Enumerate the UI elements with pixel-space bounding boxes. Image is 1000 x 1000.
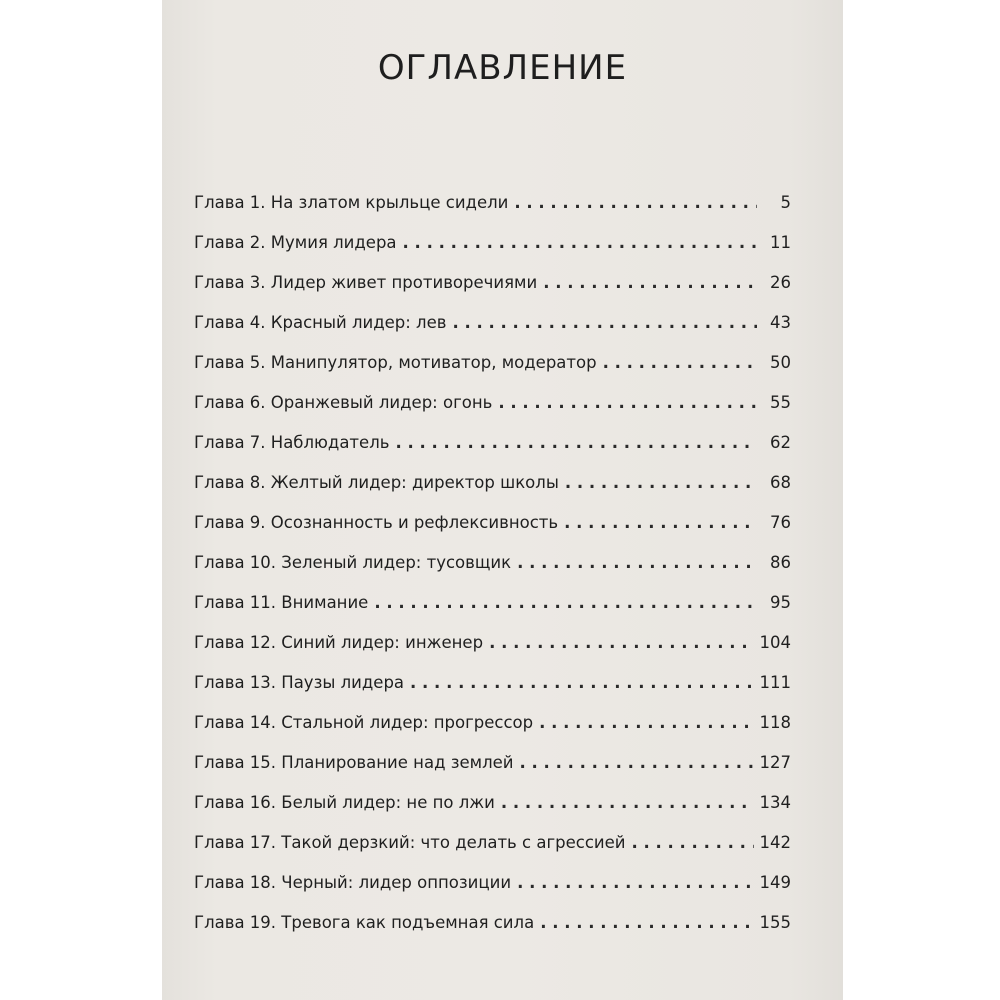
dot-leader bbox=[540, 913, 753, 932]
toc-entry bbox=[194, 313, 791, 353]
toc-entry-page: 111 bbox=[759, 673, 791, 692]
toc-entry bbox=[194, 793, 791, 833]
dot-leader bbox=[520, 753, 754, 772]
toc-entry bbox=[194, 513, 791, 553]
toc-entry bbox=[194, 673, 791, 713]
toc-entry-title: Глава 6. Оранжевый лидер: огонь bbox=[194, 393, 493, 412]
toc-entry-page: 104 bbox=[759, 633, 791, 652]
toc-entry-title: Глава 12. Синий лидер: инженер bbox=[194, 633, 484, 652]
toc-entry-page: 155 bbox=[759, 913, 791, 932]
toc-entry-page: 43 bbox=[770, 313, 791, 332]
toc-entry bbox=[194, 833, 791, 873]
toc-entry-page: 149 bbox=[759, 873, 791, 892]
dot-leader bbox=[543, 273, 757, 292]
dot-leader bbox=[564, 513, 757, 532]
dot-leader bbox=[517, 873, 753, 892]
toc-entry-title: Глава 18. Черный: лидер оппозиции bbox=[194, 873, 512, 892]
toc-entry bbox=[194, 873, 791, 913]
page-title: ОГЛАВЛЕНИЕ bbox=[377, 48, 628, 88]
dot-leader bbox=[501, 793, 754, 812]
toc-entry-page: 5 bbox=[780, 193, 791, 212]
toc-entry-title: Глава 14. Стальной лидер: прогрессор bbox=[194, 713, 534, 732]
dot-leader bbox=[632, 833, 754, 852]
toc-entry bbox=[194, 353, 791, 393]
toc-entry bbox=[194, 433, 791, 473]
table-of-contents bbox=[194, 193, 791, 953]
toc-entry-page: 118 bbox=[759, 713, 791, 732]
toc-entry-page: 142 bbox=[759, 833, 791, 852]
dot-leader bbox=[374, 593, 757, 612]
dot-leader bbox=[410, 673, 753, 692]
toc-entry-page: 86 bbox=[770, 553, 791, 572]
toc-entry-page: 55 bbox=[770, 393, 791, 412]
toc-entry-page: 68 bbox=[770, 473, 791, 492]
toc-entry-page: 134 bbox=[759, 793, 791, 812]
toc-entry-title: Глава 8. Желтый лидер: директор школы bbox=[194, 473, 559, 492]
toc-entry-page: 95 bbox=[770, 593, 791, 612]
dot-leader bbox=[498, 393, 757, 412]
dot-leader bbox=[565, 473, 757, 492]
dot-leader bbox=[489, 633, 753, 652]
toc-entry bbox=[194, 593, 791, 633]
toc-entry bbox=[194, 193, 791, 233]
dot-leader bbox=[603, 353, 757, 372]
toc-entry-title: Глава 16. Белый лидер: не по лжи bbox=[194, 793, 495, 812]
toc-entry-title: Глава 17. Такой дерзкий: что делать с агрессией bbox=[194, 833, 626, 852]
toc-entry-title: Глава 4. Красный лидер: лев bbox=[194, 313, 447, 332]
toc-entry bbox=[194, 553, 791, 593]
toc-entry-title: Глава 7. Наблюдатель bbox=[194, 433, 390, 452]
toc-entry-title: Глава 9. Осознанность и рефлексивность bbox=[194, 513, 559, 532]
toc-entry bbox=[194, 473, 791, 513]
toc-entry bbox=[194, 713, 791, 753]
toc-entry-page: 76 bbox=[770, 513, 791, 532]
toc-entry-page: 50 bbox=[770, 353, 791, 372]
toc-entry-title: Глава 10. Зеленый лидер: тусовщик bbox=[194, 553, 512, 572]
dot-leader bbox=[514, 193, 757, 212]
dot-leader bbox=[403, 233, 757, 252]
dot-leader bbox=[539, 713, 753, 732]
toc-entry-title: Глава 13. Паузы лидера bbox=[194, 673, 405, 692]
dot-leader bbox=[452, 313, 757, 332]
book-page bbox=[162, 0, 843, 1000]
dot-leader bbox=[517, 553, 757, 572]
toc-entry-page: 11 bbox=[770, 233, 791, 252]
toc-entry bbox=[194, 633, 791, 673]
toc-entry bbox=[194, 393, 791, 433]
toc-entry-title: Глава 5. Манипулятор, мотиватор, модератор bbox=[194, 353, 597, 372]
toc-entry-page: 62 bbox=[770, 433, 791, 452]
toc-entry bbox=[194, 753, 791, 793]
toc-entry bbox=[194, 913, 791, 953]
toc-entry bbox=[194, 233, 791, 273]
toc-entry-page: 127 bbox=[759, 753, 791, 772]
toc-entry-title: Глава 3. Лидер живет противоречиями bbox=[194, 273, 538, 292]
toc-entry-title: Глава 19. Тревога как подъемная сила bbox=[194, 913, 535, 932]
toc-entry-title: Глава 15. Планирование над землей bbox=[194, 753, 514, 772]
dot-leader bbox=[395, 433, 757, 452]
toc-entry bbox=[194, 273, 791, 313]
toc-entry-title: Глава 1. На златом крыльце сидели bbox=[194, 193, 509, 212]
toc-entry-title: Глава 2. Мумия лидера bbox=[194, 233, 397, 252]
toc-entry-title: Глава 11. Внимание bbox=[194, 593, 369, 612]
toc-entry-page: 26 bbox=[770, 273, 791, 292]
